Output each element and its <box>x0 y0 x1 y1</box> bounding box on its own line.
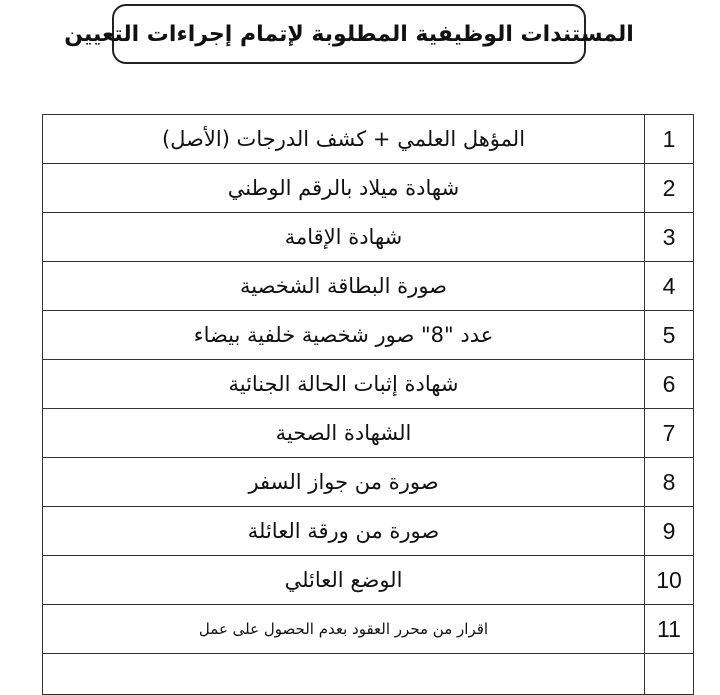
row-number: 5 <box>645 311 694 360</box>
document-label: الشهادة الصحية <box>43 409 645 458</box>
document-label-empty <box>43 654 645 695</box>
table-row <box>43 556 694 605</box>
row-number: 4 <box>645 262 694 311</box>
document-label: صورة من جواز السفر <box>43 458 645 507</box>
document-label: اقرار من محرر العقود بعدم الحصول على عمل <box>43 605 645 654</box>
table-row <box>43 311 694 360</box>
table-row <box>43 458 694 507</box>
document-label: عدد "8" صور شخصية خلفية بيضاء <box>43 311 645 360</box>
row-number: 11 <box>645 605 694 654</box>
documents-table <box>42 114 694 695</box>
table-row <box>43 409 694 458</box>
table-row-partial <box>43 654 694 695</box>
row-number: 6 <box>645 360 694 409</box>
row-number: 9 <box>645 507 694 556</box>
table-row <box>43 262 694 311</box>
table-row <box>43 115 694 164</box>
document-label: شهادة الإقامة <box>43 213 645 262</box>
title-box <box>64 4 634 64</box>
row-number: 8 <box>645 458 694 507</box>
document-label: صورة من ورقة العائلة <box>43 507 645 556</box>
table-row <box>43 164 694 213</box>
table-row <box>43 213 694 262</box>
table-row <box>43 360 694 409</box>
table-row <box>43 605 694 654</box>
document-label: المؤهل العلمي + كشف الدرجات (الأصل) <box>43 115 645 164</box>
row-number: 1 <box>645 115 694 164</box>
document-label: صورة البطاقة الشخصية <box>43 262 645 311</box>
row-number: 10 <box>645 556 694 605</box>
page-title: المستندات الوظيفية المطلوبة لإتمام إجراءات التعيين <box>64 21 634 47</box>
document-label: الوضع العائلي <box>43 556 645 605</box>
row-number-empty <box>645 654 694 695</box>
row-number: 7 <box>645 409 694 458</box>
document-label: شهادة إثبات الحالة الجنائية <box>43 360 645 409</box>
document-label: شهادة ميلاد بالرقم الوطني <box>43 164 645 213</box>
table-row <box>43 507 694 556</box>
row-number: 3 <box>645 213 694 262</box>
row-number: 2 <box>645 164 694 213</box>
